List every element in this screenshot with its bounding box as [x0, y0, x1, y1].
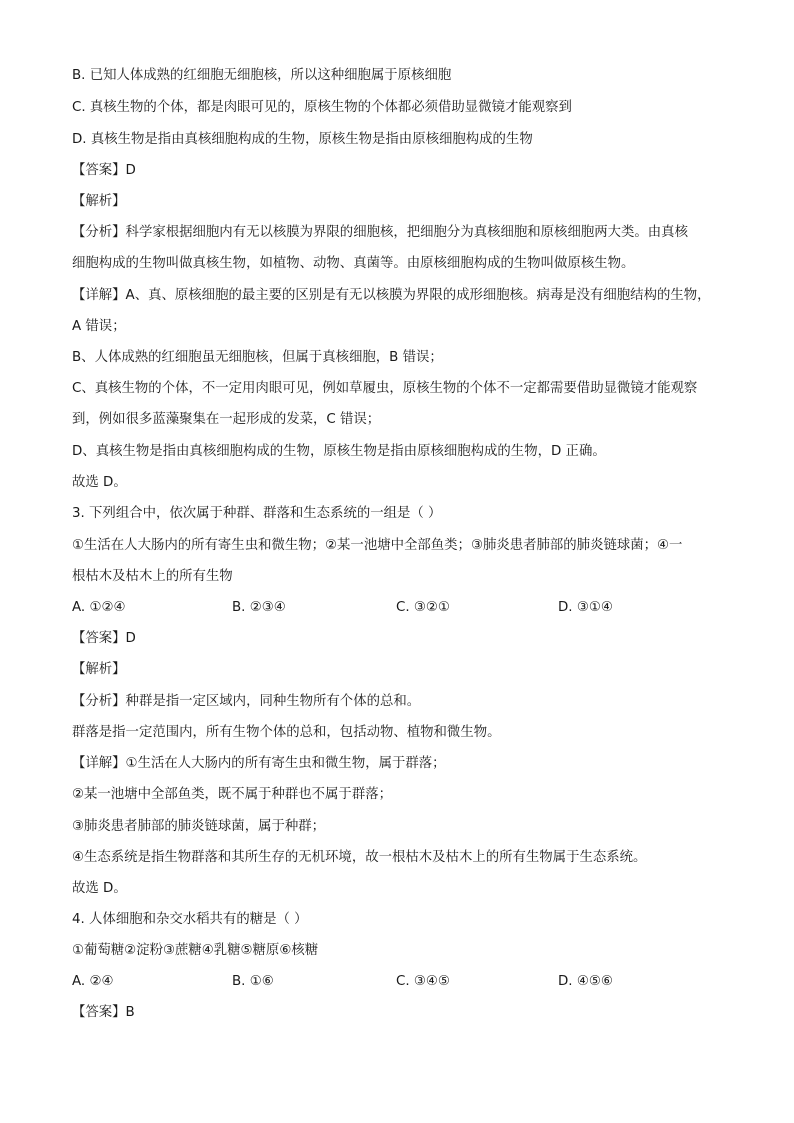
question-4-option-b: B. ①⑥	[232, 974, 274, 989]
answer-label: 【答案】D	[72, 631, 136, 646]
question-4-stem: 4. 人体细胞和杂交水稻共有的糖是（ ）	[72, 912, 308, 927]
detail-text-line: 到，例如很多蓝藻聚集在一起形成的发菜，C 错误；	[72, 412, 381, 427]
analysis-text-line: 细胞构成的生物叫做真核生物，如植物、动物、真菌等。由原核细胞构成的生物叫做原核生物。	[72, 256, 635, 271]
analysis-text-line: 【分析】种群是指一定区域内，同种生物所有个体的总和。	[72, 694, 421, 709]
question-4-option-a: A. ②④	[72, 974, 114, 989]
question-3-option-a: A. ①②④	[72, 600, 126, 615]
detail-text-line: ④生态系统是指生物群落和其所生存的无机环境，故一根枯木及枯木上的所有生物属于生态系统。	[72, 850, 647, 865]
detail-text-line: C、真核生物的个体，不一定用肉眼可见，例如草履虫，原核生物的个体不一定都需要借助显微镜才能观察	[72, 381, 698, 396]
question-3-items: 根枯木及枯木上的所有生物	[72, 569, 233, 584]
detail-text-line: 【详解】A、真、原核细胞的最主要的区别是有无以核膜为界限的成形细胞核。病毒是没有细胞结构的生物，	[72, 288, 711, 303]
question-3-items: ①生活在人大肠内的所有寄生虫和微生物；②某一池塘中全部鱼类；③肺炎患者肺部的肺炎链球菌；④一	[72, 538, 683, 553]
question-3-option-c: C. ③②①	[396, 600, 450, 615]
detail-text-line: ③肺炎患者肺部的肺炎链球菌，属于种群；	[72, 819, 326, 834]
option-d-line: D. 真核生物是指由真核细胞构成的生物，原核生物是指由原核细胞构成的生物	[72, 132, 533, 147]
analysis-label: 【解析】	[72, 662, 126, 677]
answer-label: 【答案】D	[72, 163, 136, 178]
question-4-items: ①葡萄糖②淀粉③蔗糖④乳糖⑤糖原⑥核糖	[72, 943, 319, 958]
choice-line: 故选 D。	[72, 475, 127, 490]
question-3-option-b: B. ②③④	[232, 600, 286, 615]
detail-text-line: B、人体成熟的红细胞虽无细胞核，但属于真核细胞，B 错误；	[72, 350, 443, 365]
option-b-line: B. 已知人体成熟的红细胞无细胞核，所以这种细胞属于原核细胞	[72, 68, 452, 83]
choice-line: 故选 D。	[72, 881, 127, 896]
detail-text-line: ②某一池塘中全部鱼类，既不属于种群也不属于群落；	[72, 787, 392, 802]
analysis-text-line: 【分析】科学家根据细胞内有无以核膜为界限的细胞核，把细胞分为真核细胞和原核细胞两大类。由真核	[72, 225, 688, 240]
analysis-text-line: 群落是指一定范围内，所有生物个体的总和，包括动物、植物和微生物。	[72, 725, 501, 740]
question-4-option-c: C. ③④⑤	[396, 974, 450, 989]
question-4-option-d: D. ④⑤⑥	[558, 974, 613, 989]
question-3-option-d: D. ③①④	[558, 600, 613, 615]
question-3-stem: 3. 下列组合中，依次属于种群、群落和生态系统的一组是（ ）	[72, 506, 442, 521]
detail-text-line: D、真核生物是指由真核细胞构成的生物，原核生物是指由原核细胞构成的生物，D 正确。	[72, 444, 606, 459]
detail-text-line: A 错误；	[72, 319, 126, 334]
analysis-label: 【解析】	[72, 194, 126, 209]
option-c-line: C. 真核生物的个体，都是肉眼可见的，原核生物的个体都必须借助显微镜才能观察到	[72, 100, 572, 115]
detail-text-line: 【详解】①生活在人大肠内的所有寄生虫和微生物，属于群落；	[72, 756, 446, 771]
answer-label: 【答案】B	[72, 1005, 135, 1020]
